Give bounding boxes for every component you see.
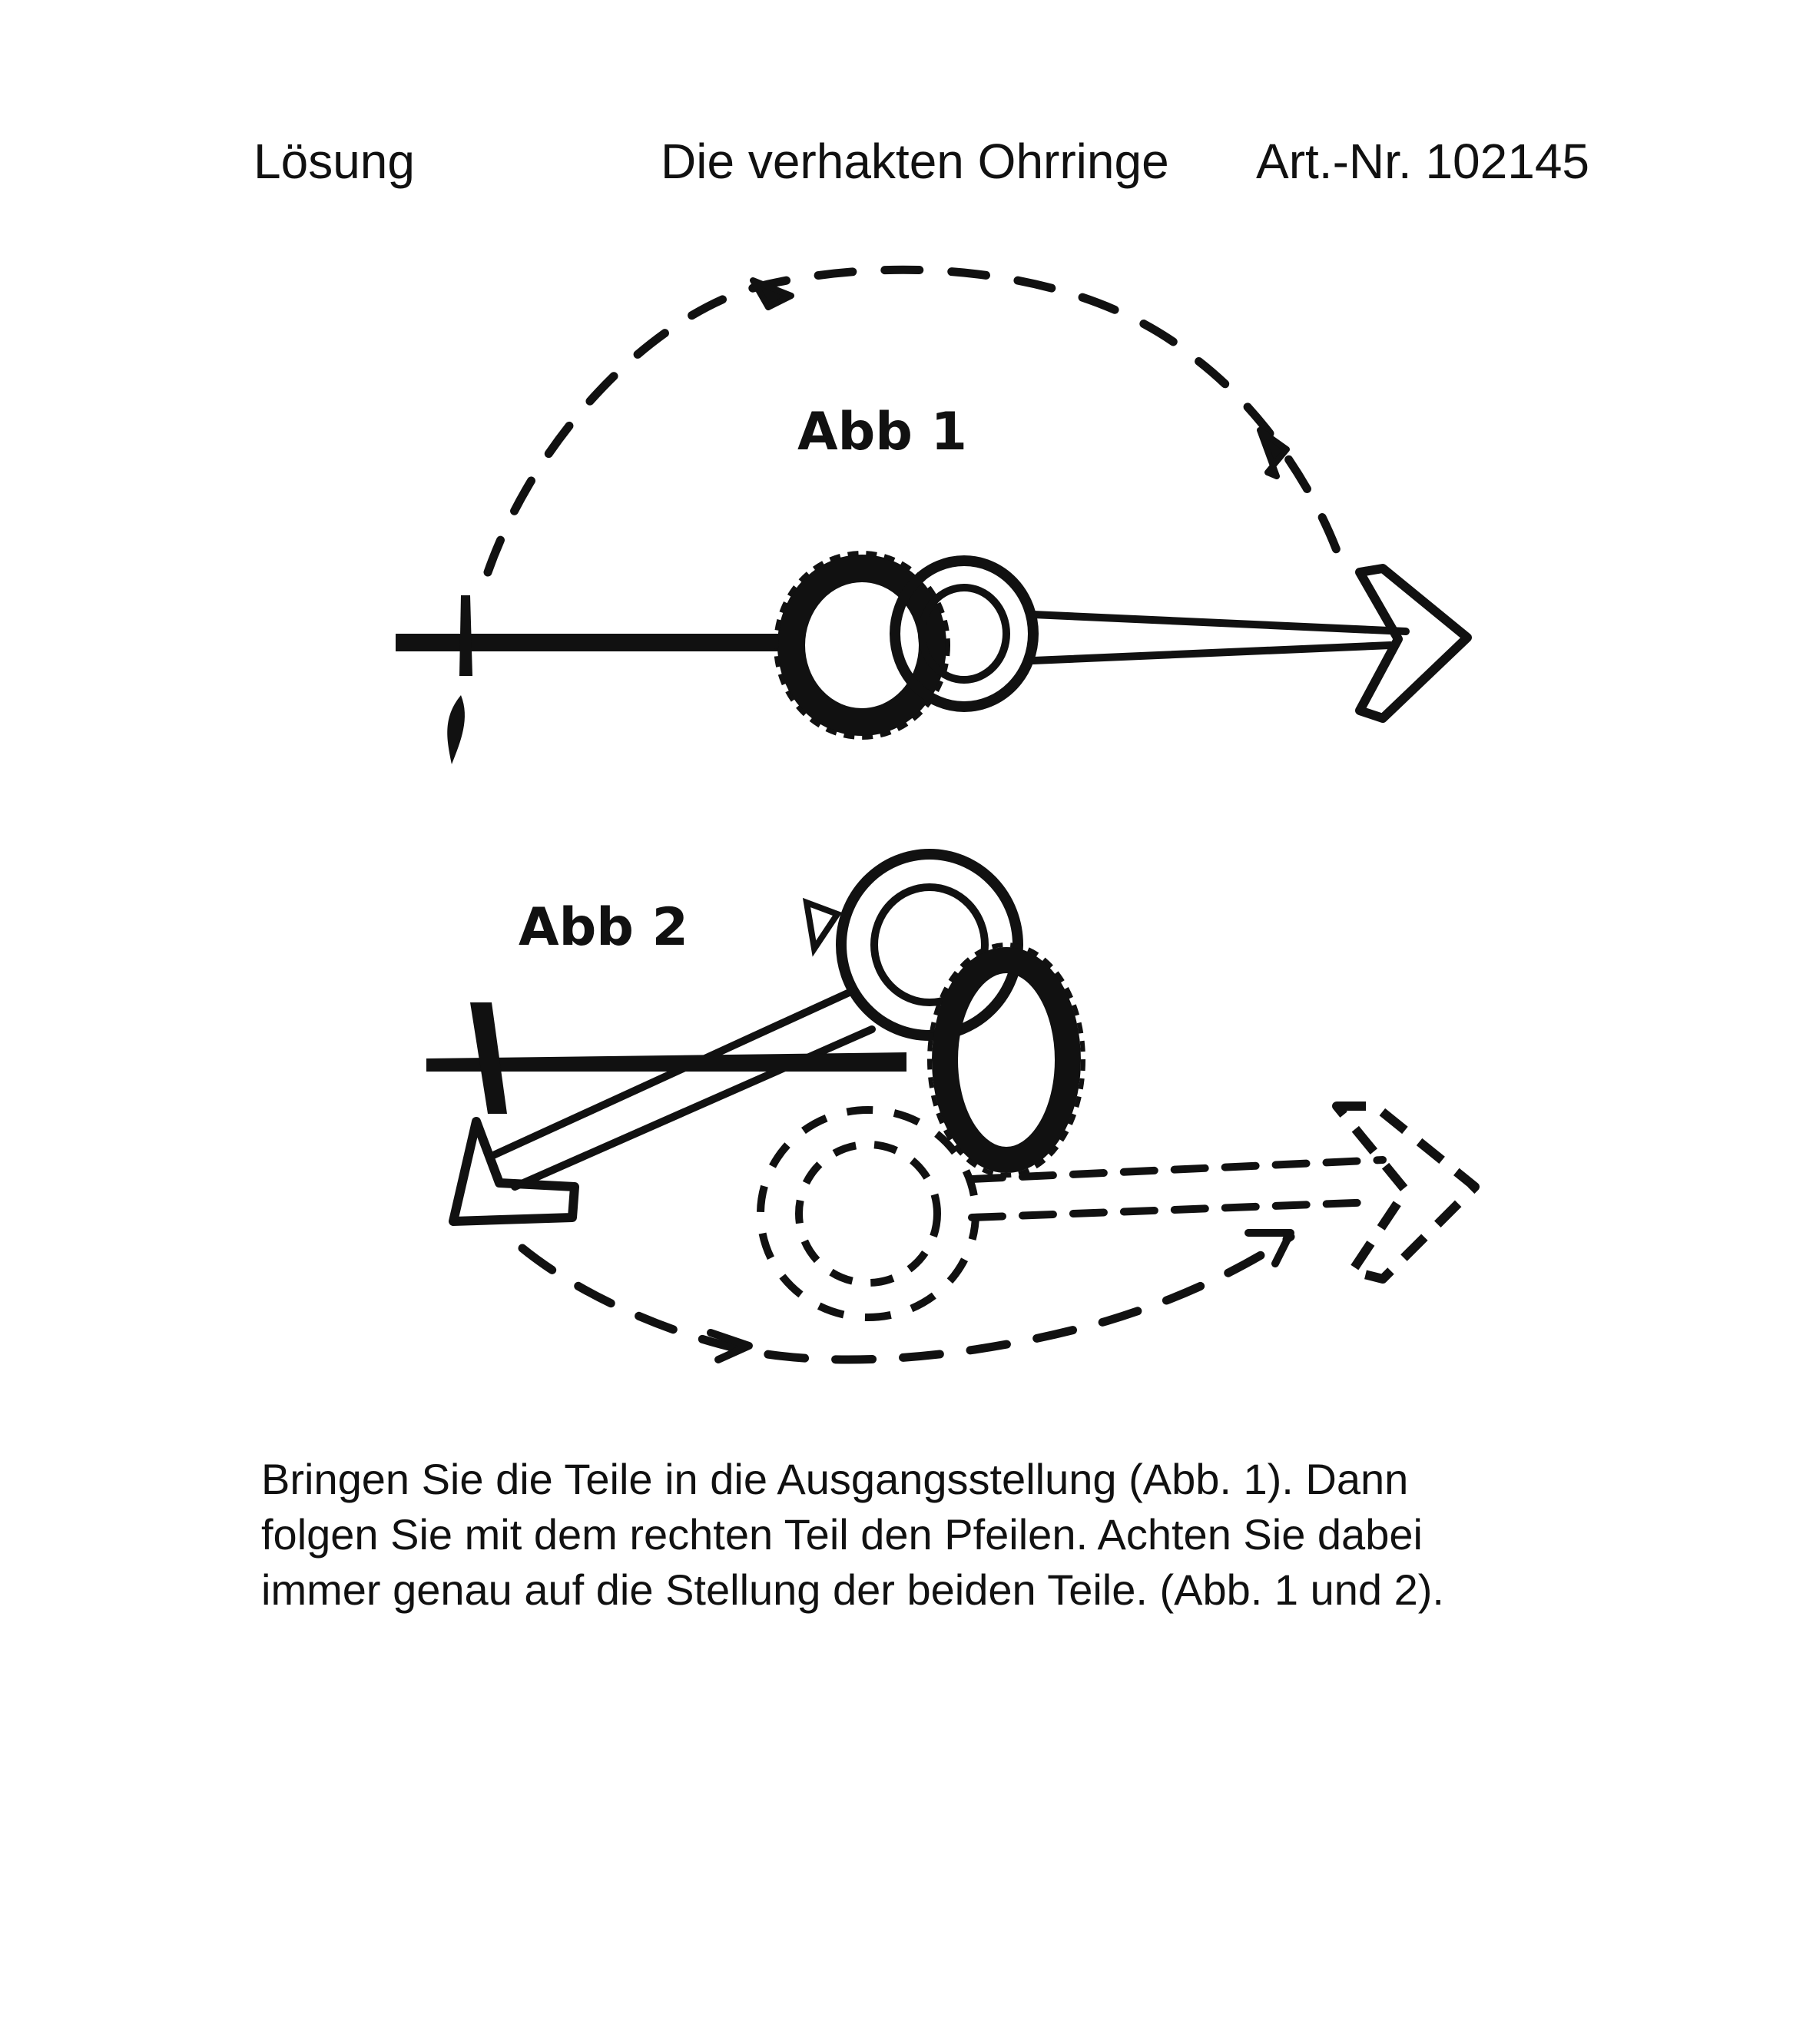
instructions-line: immer genau auf die Stellung der beiden Teile. (Abb. 1 und 2).: [261, 1565, 1444, 1614]
moved-earring-shaft: [492, 991, 872, 1187]
solution-label: Lösung: [254, 134, 415, 189]
left-earring-shaft: [396, 634, 799, 651]
figure-2: [426, 854, 1475, 1360]
figure-1: [396, 270, 1467, 764]
ghost-earring-ring: [761, 1110, 976, 1317]
figure-2-label: Abb 2: [519, 897, 688, 958]
movement-path-dashed: [522, 1237, 1291, 1360]
left-earring-crossbar: [459, 595, 472, 676]
article-number: Art.-Nr. 102145: [1256, 134, 1589, 189]
figure-1-label: Abb 1: [797, 402, 967, 462]
right-earring-shaft: [1033, 615, 1406, 661]
moved-earring-ring: [841, 854, 1018, 1035]
ghost-earring-shaft: [972, 1160, 1383, 1217]
left-earring-barb-icon: [447, 695, 465, 764]
arc-arrowhead-right-icon: [1260, 430, 1287, 476]
puzzle-title: Die verhakten Ohrringe: [661, 134, 1169, 189]
ghost-earring-arrowhead-icon: [1337, 1106, 1475, 1279]
right-earring-ring: [895, 561, 1033, 707]
instructions-line: Bringen Sie die Teile in die Ausgangsstellung (Abb. 1). Dann: [261, 1455, 1409, 1503]
instructions-text: [261, 1452, 1567, 1618]
instructions-line: folgen Sie mit dem rechten Teil den Pfeilen. Achten Sie dabei: [261, 1510, 1423, 1559]
